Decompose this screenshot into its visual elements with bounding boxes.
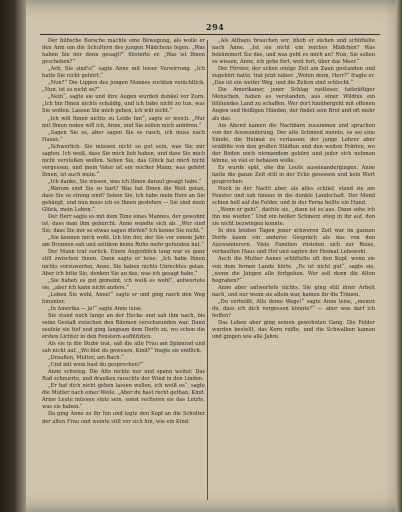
- paragraph: „Schwerlich. Sie müssen nicht so gut sein, was Sie mir sagten. Ich weiß, dass Sie mich lieb haben, und dass Sie mich nicht verstoßen wollen. Sehen Sie, das Glück hat mich nicht vergessen, und mein Vater ist ein reicher Mann; was gehört Ihnen, ist auch mein.“: [42, 143, 205, 178]
- paragraph: „Wenn er geht“, dachte sie, „dann ist es aus. Dann sehe ich ihn nie wieder.“ Und ein heißer Schmerz stieg in ihr auf, den sie nicht bezwingen konnte.: [212, 207, 375, 228]
- paragraph: „Sagen Sie es, aber sagen Sie es rasch, ich muss nach Hause.“: [42, 129, 205, 143]
- paragraph: „Sie haben es gut gemeint, ich weiß es wohl“, antwortete sie, „aber ich kann nicht anders.“: [42, 277, 205, 291]
- paragraph: Auch die Mutter Annes schüttelte oft den Kopf, wenn sie von dem fernen Lande hörte. „Es ist nicht gut“, sagte sie, „wenn die Jungen alle fortgehen. Wer soll denn die Alten begraben?“: [212, 256, 375, 284]
- paragraph: „In Amerika — ja!“ sagte Anne leise.: [48, 305, 143, 312]
- page-header: [40, 22, 380, 34]
- paragraph: Der Mann trat zurück. Einen Augenblick lang war es ganz still zwischen ihnen. Dann sagte er leise: „Ich habe Ihnen nichts vorzuwerfen, Anne. Sie haben nichts Unrechtes getan. Aber ich bitte Sie, denken Sie an das, was ich gesagt habe.“: [42, 249, 205, 277]
- paragraph: Am Abend kamen die Nachbarn zusammen und sprachen von der Auswanderung. Der alte Schmied meinte, es sei eine Sünde, die Heimat zu verlassen; der junge Lehrer aber erzählte von den großen Städten und den weiten Prärien, wo der Boden noch niemandem gehöre und jeder sich nehmen könne, so viel er bebauen wolle.: [212, 122, 375, 164]
- paragraph: Noch in der Nacht aber, als alles schlief, stand sie am Fenster und sah hinaus in die dunkle Landschaft. Der Mond schien hell auf die Felder, und in der Ferne bellte ein Hund.: [212, 185, 375, 207]
- paragraph: „Du verheißt, Alle deine Wege!“ sagte Anne leise, „meinst du, dass ich dich vergessen könnte?“ — aber was darf ich hoffen?: [212, 298, 375, 319]
- page-edge: [396, 0, 402, 512]
- paragraph: „Ach, Sie sind's!“ sagte Anne mit leiser Verwirrung. „Ich hatte Sie nicht gehört.“: [42, 66, 205, 80]
- paragraph: Als sie in die Stube trat, saß die alte Frau am Spinnrad und sah nicht auf. „Wo bist du gewesen, Kind?“ fragte sie endlich.: [42, 341, 205, 355]
- left-text-column: [42, 38, 205, 502]
- paragraph: Die Amerikaner, jener Schlag rastloser, tatkräftiger Menschen, haben es verstanden, aus einer Wildnis ein blühendes Land zu schaffen. Wer dort hinübergeht mit offenen Augen und fleißigen Händen, der findet sein Brot und oft mehr als das.: [212, 87, 375, 122]
- paragraph: „Warum sind Sie so hart? Was hat Ihnen die Welt getan, dass Sie so streng sind? Sehen Sie, ich habe mein Herz an Sie gehängt, und nun muss ich es Ihnen gestehen — Sie sind mein Glück, mein Leben.“: [42, 185, 205, 214]
- paragraph: „Ich danke, Sie wissen, was ich Ihnen darauf gesagt habe.“: [48, 178, 202, 185]
- paragraph: „Leben Sie wohl, Anne!“ sagte er und ging rasch den Weg hinunter.: [42, 291, 205, 305]
- paragraph: In den letzten Tagen jener schweren Zeit war im ganzen Dorfe kaum ein anderes Gespräch als das von den Auswanderern. Viele Familien rüsteten sich zur Reise, verkauften Haus und Hof und sagten der Heimat Lebewohl.: [212, 228, 375, 256]
- paragraph: Es wurde spät, ehe die Leute auseinandergingen. Anne hatte die ganze Zeit still in der Ecke gesessen und kein Wort gesprochen.: [212, 164, 375, 185]
- paragraph: Der Förster, der schon einige Zeit am Zaun gestanden und zugehört hatte, trat jetzt näher. „Wohin denn, Herr?“ fragte er. „Das ist ein weiter Weg, und die Zeiten sind schlecht.“: [212, 66, 375, 87]
- paragraph: Anne schwieg. Die Alte nickte nur und spann weiter. Das Rad schnurrte, und draußen rauschte der Wind in den Linden.: [42, 369, 205, 383]
- header-rule: [40, 34, 380, 35]
- paragraph: „Sie kennen mich wohl. Ich bin der, der Sie vor einem Jahr am Brunnen sah und seitdem keine Ruhe mehr gefunden hat.“: [42, 235, 205, 249]
- paragraph: Anne aber antwortete nichts. Sie ging still ihrer Arbeit nach, und nur wenn sie allein war, kamen ihr die Tränen.: [212, 284, 375, 298]
- paragraph: Sie stand noch lange an der Hecke und sah ihm nach, bis seine Gestalt zwischen den Bäumen verschwunden war. Dann seufzte sie tief und ging langsam dem Dorfe zu, wo schon die ersten Lichter in den Fenstern aufblitzten.: [42, 312, 205, 340]
- column-divider: [207, 40, 208, 500]
- paragraph: „Er hat dich nicht gehen lassen wollen, ich weiß es“, sagte die Mutter nach einer Weile. „Aber du hast recht gethan, Kind. Arme Leute müssen stolz sein, sonst verlieren sie das Letzte, was sie haben.“: [42, 383, 205, 411]
- paragraph: Das Leben aber ging seinen gewohnten Gang. Die Felder wurden bestellt, das Korn reifte, und die Schwalben kamen und gingen wie alle Jahre.: [212, 319, 375, 340]
- paragraph: „Ich will Ihnen nichts zu Leide tun“, sagte er weich. „Nur mit Ihnen reden will ich, Anne, und Sie sollen mich anhören.“: [42, 115, 205, 129]
- paragraph: „Nun?“ Die Lippen des jungen Mannes zuckten verächtlich. „Nun, ist es nicht so?“: [42, 80, 205, 94]
- paragraph: Der hübsche Bursche machte eine Bewegung, als wolle er den Arm um die Schultern des jungen Mädchens legen. „Was haben Sie mir denn gesagt?“ flüsterte er. „Was ist Ihnen geschehen?“: [42, 38, 205, 66]
- paragraph: „Nein“, sagte sie und ihre Augen wurden dunkel vor Zorn. „Ich bin Ihnen nichts schuldig, und ich habe nicht zu tun, was Sie wollen. Lassen Sie mich gehen, ich will nicht.“: [42, 94, 205, 115]
- paragraph: Da ging Anne zu ihr hin und legte den Kopf an die Schulter der alten Frau und weinte still vor sich hin, wie ein Kind.: [42, 411, 205, 425]
- book-binding-shadow: [0, 0, 26, 512]
- paragraph: „Als Althans brauchen wir, blieb er stehen und schüttelte nach Anne. „Ist sie nicht ein reiches Mädchen? Was bekümmert Sie das, und was geht es mich an? Nun, Sie sollen es wissen, Anne, ich gehe fort, weit fort, über das Meer.“: [212, 38, 375, 66]
- paragraph: „Und mit wem hast du gesprochen?“: [48, 362, 144, 369]
- paragraph: Der Herr sagte es mit dem Tone eines Mannes, der gewohnt ist, dass man ihm gehorcht. Anne wandte sich ab. „Wer sind Sie, dass Sie mir so etwas sagen dürfen? Ich kenne Sie nicht.“: [42, 214, 205, 235]
- page-number: 294: [206, 22, 225, 32]
- paragraph: „Draußen, Mutter, am Bach.“: [48, 355, 124, 362]
- right-text-column: [212, 38, 375, 502]
